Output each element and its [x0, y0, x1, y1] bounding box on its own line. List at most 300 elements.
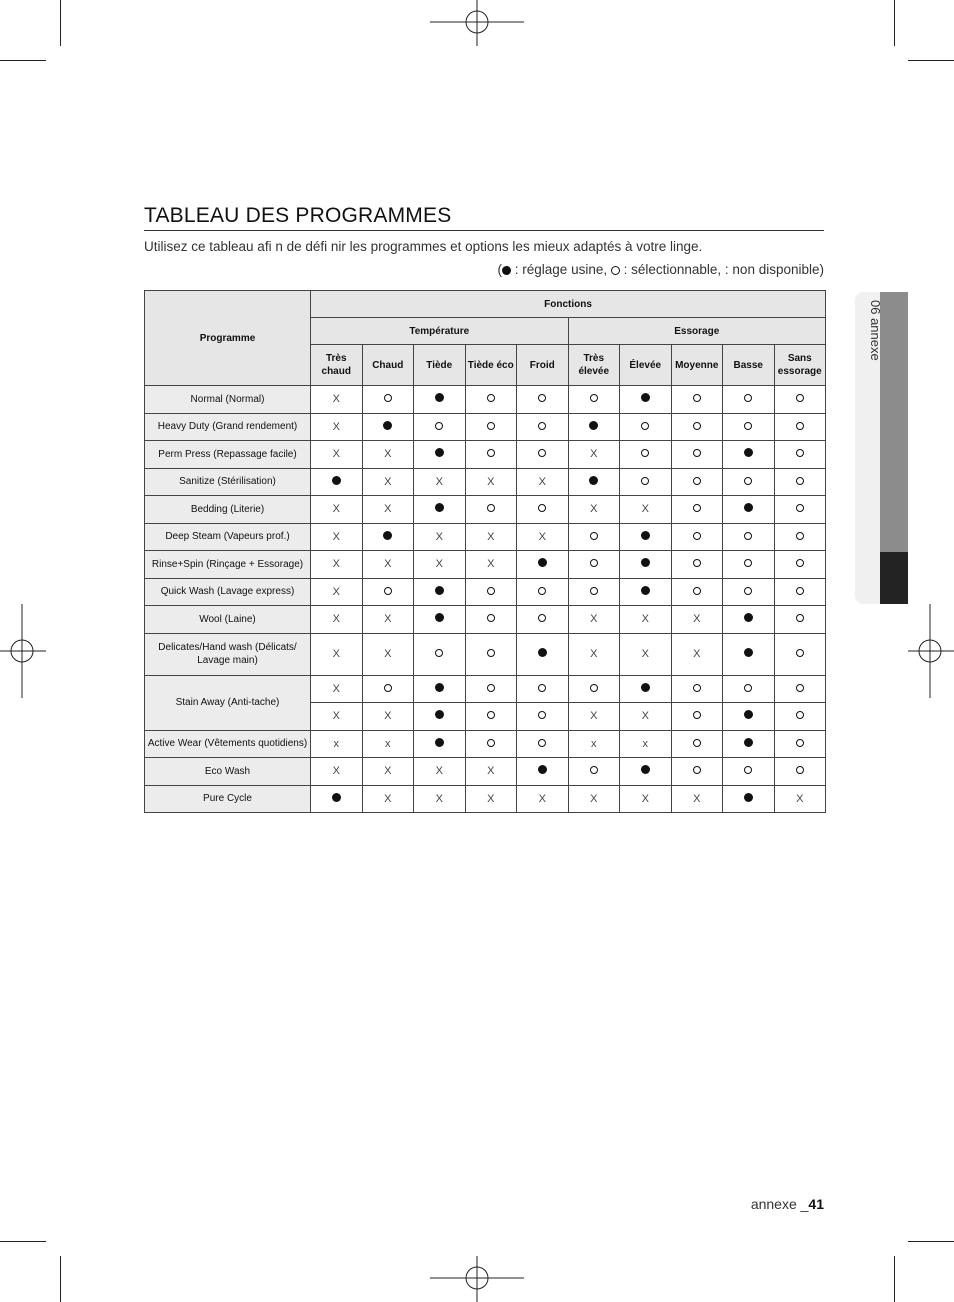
filled-dot-icon: [744, 648, 753, 657]
table-cell: [568, 606, 620, 634]
open-circle-icon: [796, 504, 804, 512]
table-cell: [568, 496, 620, 524]
table-cell: [414, 441, 466, 469]
open-circle-icon: [796, 739, 804, 747]
filled-dot-icon: [435, 393, 444, 402]
programme-name: Delicates/Hand wash (Délicats/ Lavage main): [145, 633, 311, 675]
table-row: [145, 496, 826, 524]
table-cell: [671, 758, 723, 786]
table-cell: [517, 551, 569, 579]
open-circle-icon: [796, 614, 804, 622]
cross-mark: X: [487, 765, 495, 778]
cross-mark: X: [590, 710, 598, 723]
open-circle-icon: [487, 504, 495, 512]
open-circle-icon: [744, 422, 752, 430]
table-cell: [568, 703, 620, 731]
filled-dot-icon: [538, 558, 547, 567]
table-row: [145, 523, 826, 551]
cross-mark: X: [332, 530, 340, 543]
table-cell: [671, 551, 723, 579]
open-circle-icon: [796, 449, 804, 457]
table-cell: [465, 703, 517, 731]
table-cell: [723, 578, 775, 606]
open-circle-icon: [693, 477, 701, 485]
open-circle-icon: [744, 559, 752, 567]
table-cell: [723, 675, 775, 703]
table-cell: [517, 703, 569, 731]
programme-name: Heavy Duty (Grand rendement): [145, 413, 311, 441]
table-cell: [311, 468, 363, 496]
table-cell: [362, 785, 414, 813]
open-circle-icon: [744, 684, 752, 692]
filled-dot-icon: [641, 531, 650, 540]
filled-dot-icon: [332, 793, 341, 802]
table-cell: [362, 496, 414, 524]
filled-dot-icon: [332, 476, 341, 485]
cross-mark: X: [384, 765, 392, 778]
open-circle-icon: [693, 684, 701, 692]
col-header: Tiède: [414, 345, 466, 386]
table-cell: [465, 633, 517, 675]
open-circle-icon: [590, 766, 598, 774]
table-cell: [362, 606, 414, 634]
table-row: [145, 551, 826, 579]
table-cell: [568, 633, 620, 675]
cross-mark: X: [384, 558, 392, 571]
table-row: [145, 468, 826, 496]
table-cell: [414, 606, 466, 634]
table-cell: [568, 413, 620, 441]
filled-dot-icon: [744, 503, 753, 512]
cross-mark: X: [641, 792, 649, 805]
table-cell: [671, 386, 723, 414]
side-tab-gray-bar: [880, 292, 908, 552]
open-circle-icon: [796, 532, 804, 540]
table-cell: [414, 523, 466, 551]
legend-open: (: [497, 262, 503, 277]
open-circle-icon: [693, 504, 701, 512]
open-circle-icon: [590, 587, 598, 595]
table-cell: [517, 633, 569, 675]
table-cell: [414, 551, 466, 579]
open-circle-icon: [538, 587, 546, 595]
filled-dot-icon: [538, 648, 547, 657]
table-cell: [414, 703, 466, 731]
cross-mark: X: [332, 765, 340, 778]
programme-name: Wool (Laine): [145, 606, 311, 634]
cross-mark: x: [591, 737, 597, 750]
filled-dot-icon: [744, 793, 753, 802]
filled-dot-icon: [744, 448, 753, 457]
open-circle-icon: [693, 532, 701, 540]
cross-mark: X: [435, 558, 443, 571]
table-cell: [362, 441, 414, 469]
table-cell: [671, 785, 723, 813]
table-cell: [620, 633, 672, 675]
table-cell: [671, 413, 723, 441]
programme-name: Pure Cycle: [145, 785, 311, 813]
table-cell: [362, 633, 414, 675]
cross-mark: X: [384, 448, 392, 461]
table-cell: [362, 523, 414, 551]
table-cell: [568, 551, 620, 579]
open-circle-icon: [590, 532, 598, 540]
cross-mark: X: [435, 530, 443, 543]
table-cell: [671, 578, 723, 606]
table-cell: [620, 468, 672, 496]
programme-name: Normal (Normal): [145, 386, 311, 414]
table-cell: [620, 606, 672, 634]
table-cell: [774, 551, 826, 579]
open-circle-icon: [487, 649, 495, 657]
col-header: Élevée: [620, 345, 672, 386]
table-cell: [465, 578, 517, 606]
col-header: Basse: [723, 345, 775, 386]
table-cell: [414, 675, 466, 703]
programme-name: Sanitize (Stérilisation): [145, 468, 311, 496]
filled-dot-icon: [502, 266, 511, 275]
cross-mark: X: [332, 558, 340, 571]
open-circle-icon: [744, 532, 752, 540]
table-cell: [414, 386, 466, 414]
section-label: 06 annexe: [868, 300, 883, 361]
open-circle-icon: [641, 449, 649, 457]
table-cell: [568, 730, 620, 758]
table-cell: [517, 675, 569, 703]
table-cell: [774, 578, 826, 606]
cross-mark: X: [384, 503, 392, 516]
table-cell: [362, 578, 414, 606]
legend-factory: : réglage usine,: [511, 262, 611, 277]
table-cell: [414, 730, 466, 758]
table-cell: [620, 785, 672, 813]
table-cell: [620, 730, 672, 758]
filled-dot-icon: [641, 558, 650, 567]
programme-name: Perm Press (Repassage facile): [145, 441, 311, 469]
table-cell: [311, 413, 363, 441]
table-cell: [568, 785, 620, 813]
table-cell: [774, 730, 826, 758]
table-cell: [774, 386, 826, 414]
table-cell: [671, 675, 723, 703]
table-cell: [465, 523, 517, 551]
open-circle-icon: [590, 394, 598, 402]
table-cell: [774, 523, 826, 551]
open-circle-icon: [744, 587, 752, 595]
table-cell: [620, 551, 672, 579]
open-circle-icon: [611, 266, 620, 275]
table-cell: [517, 441, 569, 469]
registration-mark-bottom: [430, 1256, 524, 1302]
open-circle-icon: [487, 394, 495, 402]
open-circle-icon: [538, 711, 546, 719]
col-header: Tiède éco: [465, 345, 517, 386]
programme-name: Quick Wash (Lavage express): [145, 578, 311, 606]
open-circle-icon: [796, 587, 804, 595]
table-cell: [311, 633, 363, 675]
table-cell: [620, 758, 672, 786]
cross-mark: X: [332, 420, 340, 433]
table-cell: [465, 441, 517, 469]
table-cell: [774, 758, 826, 786]
filled-dot-icon: [538, 765, 547, 774]
cross-mark: X: [590, 613, 598, 626]
table-cell: [414, 758, 466, 786]
open-circle-icon: [693, 559, 701, 567]
table-cell: [568, 758, 620, 786]
col-header: Très élevée: [568, 345, 620, 386]
table-cell: [723, 523, 775, 551]
table-cell: [620, 386, 672, 414]
table-row: [145, 441, 826, 469]
programme-table: [144, 290, 826, 813]
cross-mark: X: [384, 475, 392, 488]
cross-mark: X: [332, 585, 340, 598]
table-cell: [465, 386, 517, 414]
table-cell: [362, 730, 414, 758]
table-cell: [671, 496, 723, 524]
filled-dot-icon: [589, 421, 598, 430]
table-cell: [723, 758, 775, 786]
filled-dot-icon: [435, 710, 444, 719]
table-cell: [517, 386, 569, 414]
table-cell: [517, 468, 569, 496]
table-cell: [723, 730, 775, 758]
cross-mark: X: [693, 648, 701, 660]
cross-mark: x: [333, 737, 339, 750]
table-cell: [311, 758, 363, 786]
table-cell: [517, 523, 569, 551]
cross-mark: X: [332, 682, 340, 695]
col-header: Froid: [517, 345, 569, 386]
open-circle-icon: [796, 477, 804, 485]
table-cell: [723, 386, 775, 414]
open-circle-icon: [487, 422, 495, 430]
table-cell: [465, 730, 517, 758]
open-circle-icon: [538, 614, 546, 622]
table-cell: [465, 675, 517, 703]
cross-mark: X: [538, 530, 546, 543]
table-cell: [620, 578, 672, 606]
open-circle-icon: [796, 394, 804, 402]
table-cell: [774, 675, 826, 703]
table-cell: [568, 386, 620, 414]
open-circle-icon: [538, 739, 546, 747]
table-cell: [620, 441, 672, 469]
table-cell: [362, 758, 414, 786]
open-circle-icon: [538, 504, 546, 512]
table-cell: [414, 633, 466, 675]
table-cell: [723, 413, 775, 441]
table-cell: [723, 441, 775, 469]
filled-dot-icon: [435, 448, 444, 457]
table-cell: [723, 785, 775, 813]
open-circle-icon: [641, 477, 649, 485]
cross-mark: X: [641, 503, 649, 516]
table-cell: [311, 606, 363, 634]
table-cell: [517, 730, 569, 758]
table-cell: [774, 441, 826, 469]
programme-name: Eco Wash: [145, 758, 311, 786]
table-cell: [414, 785, 466, 813]
table-cell: [774, 785, 826, 813]
table-cell: [414, 578, 466, 606]
cross-mark: X: [332, 448, 340, 461]
open-circle-icon: [538, 449, 546, 457]
table-row: [145, 730, 826, 758]
table-row: [145, 413, 826, 441]
cross-mark: X: [435, 475, 443, 488]
cross-mark: X: [590, 648, 598, 660]
open-circle-icon: [796, 684, 804, 692]
table-cell: [671, 441, 723, 469]
cross-mark: X: [590, 503, 598, 516]
fonctions-header: Fonctions: [311, 291, 826, 318]
side-tab-black-bar: [880, 552, 908, 604]
open-circle-icon: [384, 394, 392, 402]
filled-dot-icon: [744, 738, 753, 747]
open-circle-icon: [693, 394, 701, 402]
cross-mark: X: [384, 648, 392, 660]
table-cell: [774, 633, 826, 675]
open-circle-icon: [744, 477, 752, 485]
filled-dot-icon: [435, 586, 444, 595]
table-cell: [362, 551, 414, 579]
essorage-header: Essorage: [568, 318, 826, 345]
cross-mark: X: [487, 475, 495, 488]
table-cell: [568, 675, 620, 703]
open-circle-icon: [538, 394, 546, 402]
table-cell: [723, 496, 775, 524]
table-cell: [620, 675, 672, 703]
cross-mark: X: [487, 792, 495, 805]
cross-mark: x: [385, 737, 391, 750]
table-row: [145, 606, 826, 634]
table-cell: [414, 496, 466, 524]
table-row: [145, 785, 826, 813]
table-cell: [465, 551, 517, 579]
cross-mark: X: [590, 792, 598, 805]
page-footer: [751, 1196, 824, 1212]
filled-dot-icon: [589, 476, 598, 485]
open-circle-icon: [384, 587, 392, 595]
cross-mark: X: [641, 710, 649, 723]
open-circle-icon: [796, 766, 804, 774]
page-number: 41: [808, 1196, 824, 1212]
open-circle-icon: [796, 649, 804, 657]
table-body: [145, 386, 826, 813]
table-cell: [620, 496, 672, 524]
table-row: [145, 675, 826, 703]
filled-dot-icon: [383, 531, 392, 540]
open-circle-icon: [538, 422, 546, 430]
table-cell: [465, 785, 517, 813]
cross-mark: X: [332, 393, 340, 406]
filled-dot-icon: [435, 613, 444, 622]
filled-dot-icon: [641, 765, 650, 774]
col-header: Très chaud: [311, 345, 363, 386]
filled-dot-icon: [641, 683, 650, 692]
open-circle-icon: [744, 766, 752, 774]
table-cell: [311, 578, 363, 606]
cross-mark: X: [590, 448, 598, 461]
cross-mark: X: [487, 530, 495, 543]
cross-mark: X: [332, 710, 340, 723]
open-circle-icon: [435, 422, 443, 430]
cross-mark: X: [384, 710, 392, 723]
table-cell: [362, 468, 414, 496]
table-cell: [671, 703, 723, 731]
filled-dot-icon: [435, 738, 444, 747]
cross-mark: X: [641, 613, 649, 626]
programme-name: Active Wear (Vêtements quotidiens): [145, 730, 311, 758]
open-circle-icon: [487, 711, 495, 719]
open-circle-icon: [487, 614, 495, 622]
table-cell: [671, 633, 723, 675]
cross-mark: X: [332, 648, 340, 660]
cross-mark: X: [384, 792, 392, 805]
table-cell: [774, 468, 826, 496]
table-cell: [517, 413, 569, 441]
table-cell: [517, 758, 569, 786]
title-rule: [144, 230, 824, 231]
cross-mark: X: [693, 792, 701, 805]
table-cell: [465, 496, 517, 524]
cross-mark: X: [435, 792, 443, 805]
col-header: Sans essorage: [774, 345, 826, 386]
table-cell: [414, 468, 466, 496]
open-circle-icon: [693, 422, 701, 430]
filled-dot-icon: [641, 393, 650, 402]
open-circle-icon: [487, 684, 495, 692]
table-cell: [311, 441, 363, 469]
table-cell: [311, 551, 363, 579]
table-header: [145, 291, 826, 386]
open-circle-icon: [487, 449, 495, 457]
legend-selectable: : sélectionnable, : non disponible): [619, 262, 824, 277]
table-cell: [465, 413, 517, 441]
table-cell: [311, 386, 363, 414]
programme-name: Stain Away (Anti-tache): [145, 675, 311, 730]
table-cell: [414, 413, 466, 441]
table-row: [145, 386, 826, 414]
registration-mark-top: [430, 0, 524, 46]
filled-dot-icon: [641, 586, 650, 595]
filled-dot-icon: [744, 710, 753, 719]
open-circle-icon: [487, 739, 495, 747]
table-cell: [774, 703, 826, 731]
open-circle-icon: [487, 587, 495, 595]
table-cell: [362, 675, 414, 703]
open-circle-icon: [693, 766, 701, 774]
table-cell: [723, 551, 775, 579]
filled-dot-icon: [435, 683, 444, 692]
table-cell: [671, 523, 723, 551]
open-circle-icon: [693, 449, 701, 457]
open-circle-icon: [796, 711, 804, 719]
table-row: [145, 633, 826, 675]
table-cell: [723, 606, 775, 634]
cross-mark: X: [796, 792, 804, 805]
footer-label: annexe _: [750, 1196, 809, 1212]
intro-text: Utilisez ce tableau afi n de défi nir les programmes et options les mieux adaptés à votre linge.: [144, 239, 703, 254]
table-cell: [311, 523, 363, 551]
table-cell: [568, 468, 620, 496]
table-cell: [774, 606, 826, 634]
col-header: Chaud: [362, 345, 414, 386]
legend: [498, 262, 824, 277]
filled-dot-icon: [744, 613, 753, 622]
